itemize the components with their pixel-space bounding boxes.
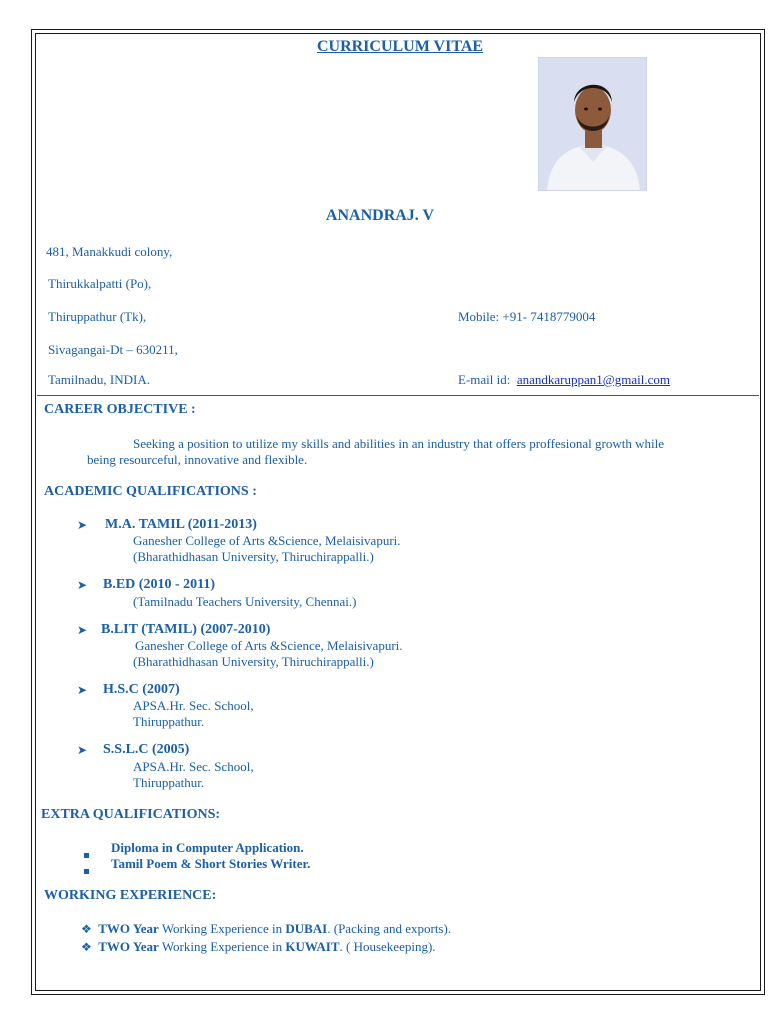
career-objective-line-2: being resourceful, innovative and flexible. (87, 452, 308, 467)
profile-photo (538, 57, 647, 191)
qualification-title-blit: B.LIT (TAMIL) (2007-2010) (101, 622, 271, 637)
mobile-number: Mobile: +91- 7418779004 (458, 309, 596, 324)
diamond-bullet-icon: ❖ (81, 922, 92, 936)
arrow-bullet-icon: ➤ (77, 683, 88, 697)
diamond-bullet-icon: ❖ (81, 940, 92, 954)
header-divider (37, 395, 759, 396)
arrow-bullet-icon: ➤ (77, 518, 88, 532)
work-text: Working Experience in (158, 939, 286, 954)
email-row (458, 372, 670, 388)
qualification-title-hsc: H.S.C (2007) (103, 682, 180, 697)
arrow-bullet-icon: ➤ (77, 743, 88, 757)
qualification-detail: Thiruppathur. (133, 714, 205, 729)
qualification-detail: (Bharathidhasan University, Thiruchirappalli.) (133, 549, 374, 564)
work-item (81, 939, 436, 955)
email-label: E-mail id: (458, 372, 511, 387)
email-link[interactable]: anandkaruppan1@gmail.com (516, 372, 670, 387)
qualification-detail: (Tamilnadu Teachers University, Chennai.) (133, 594, 357, 609)
qualification-detail: Ganesher College of Arts &Science, Melaisivapuri. (133, 533, 401, 548)
square-bullet-icon (84, 861, 89, 879)
work-place: DUBAI (285, 921, 328, 936)
address-line-4: Sivagangai-Dt – 630211, (48, 342, 178, 357)
extra-item: Tamil Poem & Short Stories Writer. (111, 856, 311, 871)
address-line-3: Thiruppathur (Tk), (48, 309, 147, 324)
qualification-title-bed: B.ED (2010 - 2011) (103, 577, 215, 592)
qualification-title-sslc: S.S.L.C (2005) (103, 742, 190, 757)
qualification-detail: (Bharathidhasan University, Thiruchirappalli.) (133, 654, 374, 669)
qualification-detail: Ganesher College of Arts &Science, Melaisivapuri. (135, 638, 403, 653)
qualification-detail: Thiruppathur. (133, 775, 205, 790)
extra-qualifications-heading: EXTRA QUALIFICATIONS: (41, 807, 221, 822)
work-place: KUWAIT (285, 939, 340, 954)
work-duration: TWO Year (98, 939, 159, 954)
career-objective-line-1: Seeking a position to utilize my skills and abilities in an industry that offers proffesional growth while (133, 436, 664, 451)
work-duration: TWO Year (98, 921, 159, 936)
qualification-detail: APSA.Hr. Sec. School, (133, 698, 254, 713)
qualification-title-ma: M.A. TAMIL (2011-2013) (105, 517, 257, 532)
work-detail: . (Packing and exports). (327, 921, 452, 936)
document-title: CURRICULUM VITAE (316, 38, 484, 55)
work-detail: . ( Housekeeping). (339, 939, 436, 954)
working-experience-heading: WORKING EXPERIENCE: (44, 888, 217, 903)
arrow-bullet-icon: ➤ (77, 578, 88, 592)
academic-heading: ACADEMIC QUALIFICATIONS : (44, 484, 257, 499)
work-item (81, 921, 451, 937)
work-text: Working Experience in (158, 921, 286, 936)
person-photo-icon (539, 58, 647, 191)
address-line-1: 481, Manakkudi colony, (46, 244, 173, 259)
candidate-name: ANANDRAJ. V (325, 207, 435, 224)
address-line-5: Tamilnadu, INDIA. (48, 372, 150, 387)
career-objective-heading: CAREER OBJECTIVE : (44, 402, 196, 417)
arrow-bullet-icon: ➤ (77, 623, 88, 637)
qualification-detail: APSA.Hr. Sec. School, (133, 759, 254, 774)
extra-item: Diploma in Computer Application. (111, 840, 304, 855)
address-line-2: Thirukkalpatti (Po), (48, 276, 152, 291)
